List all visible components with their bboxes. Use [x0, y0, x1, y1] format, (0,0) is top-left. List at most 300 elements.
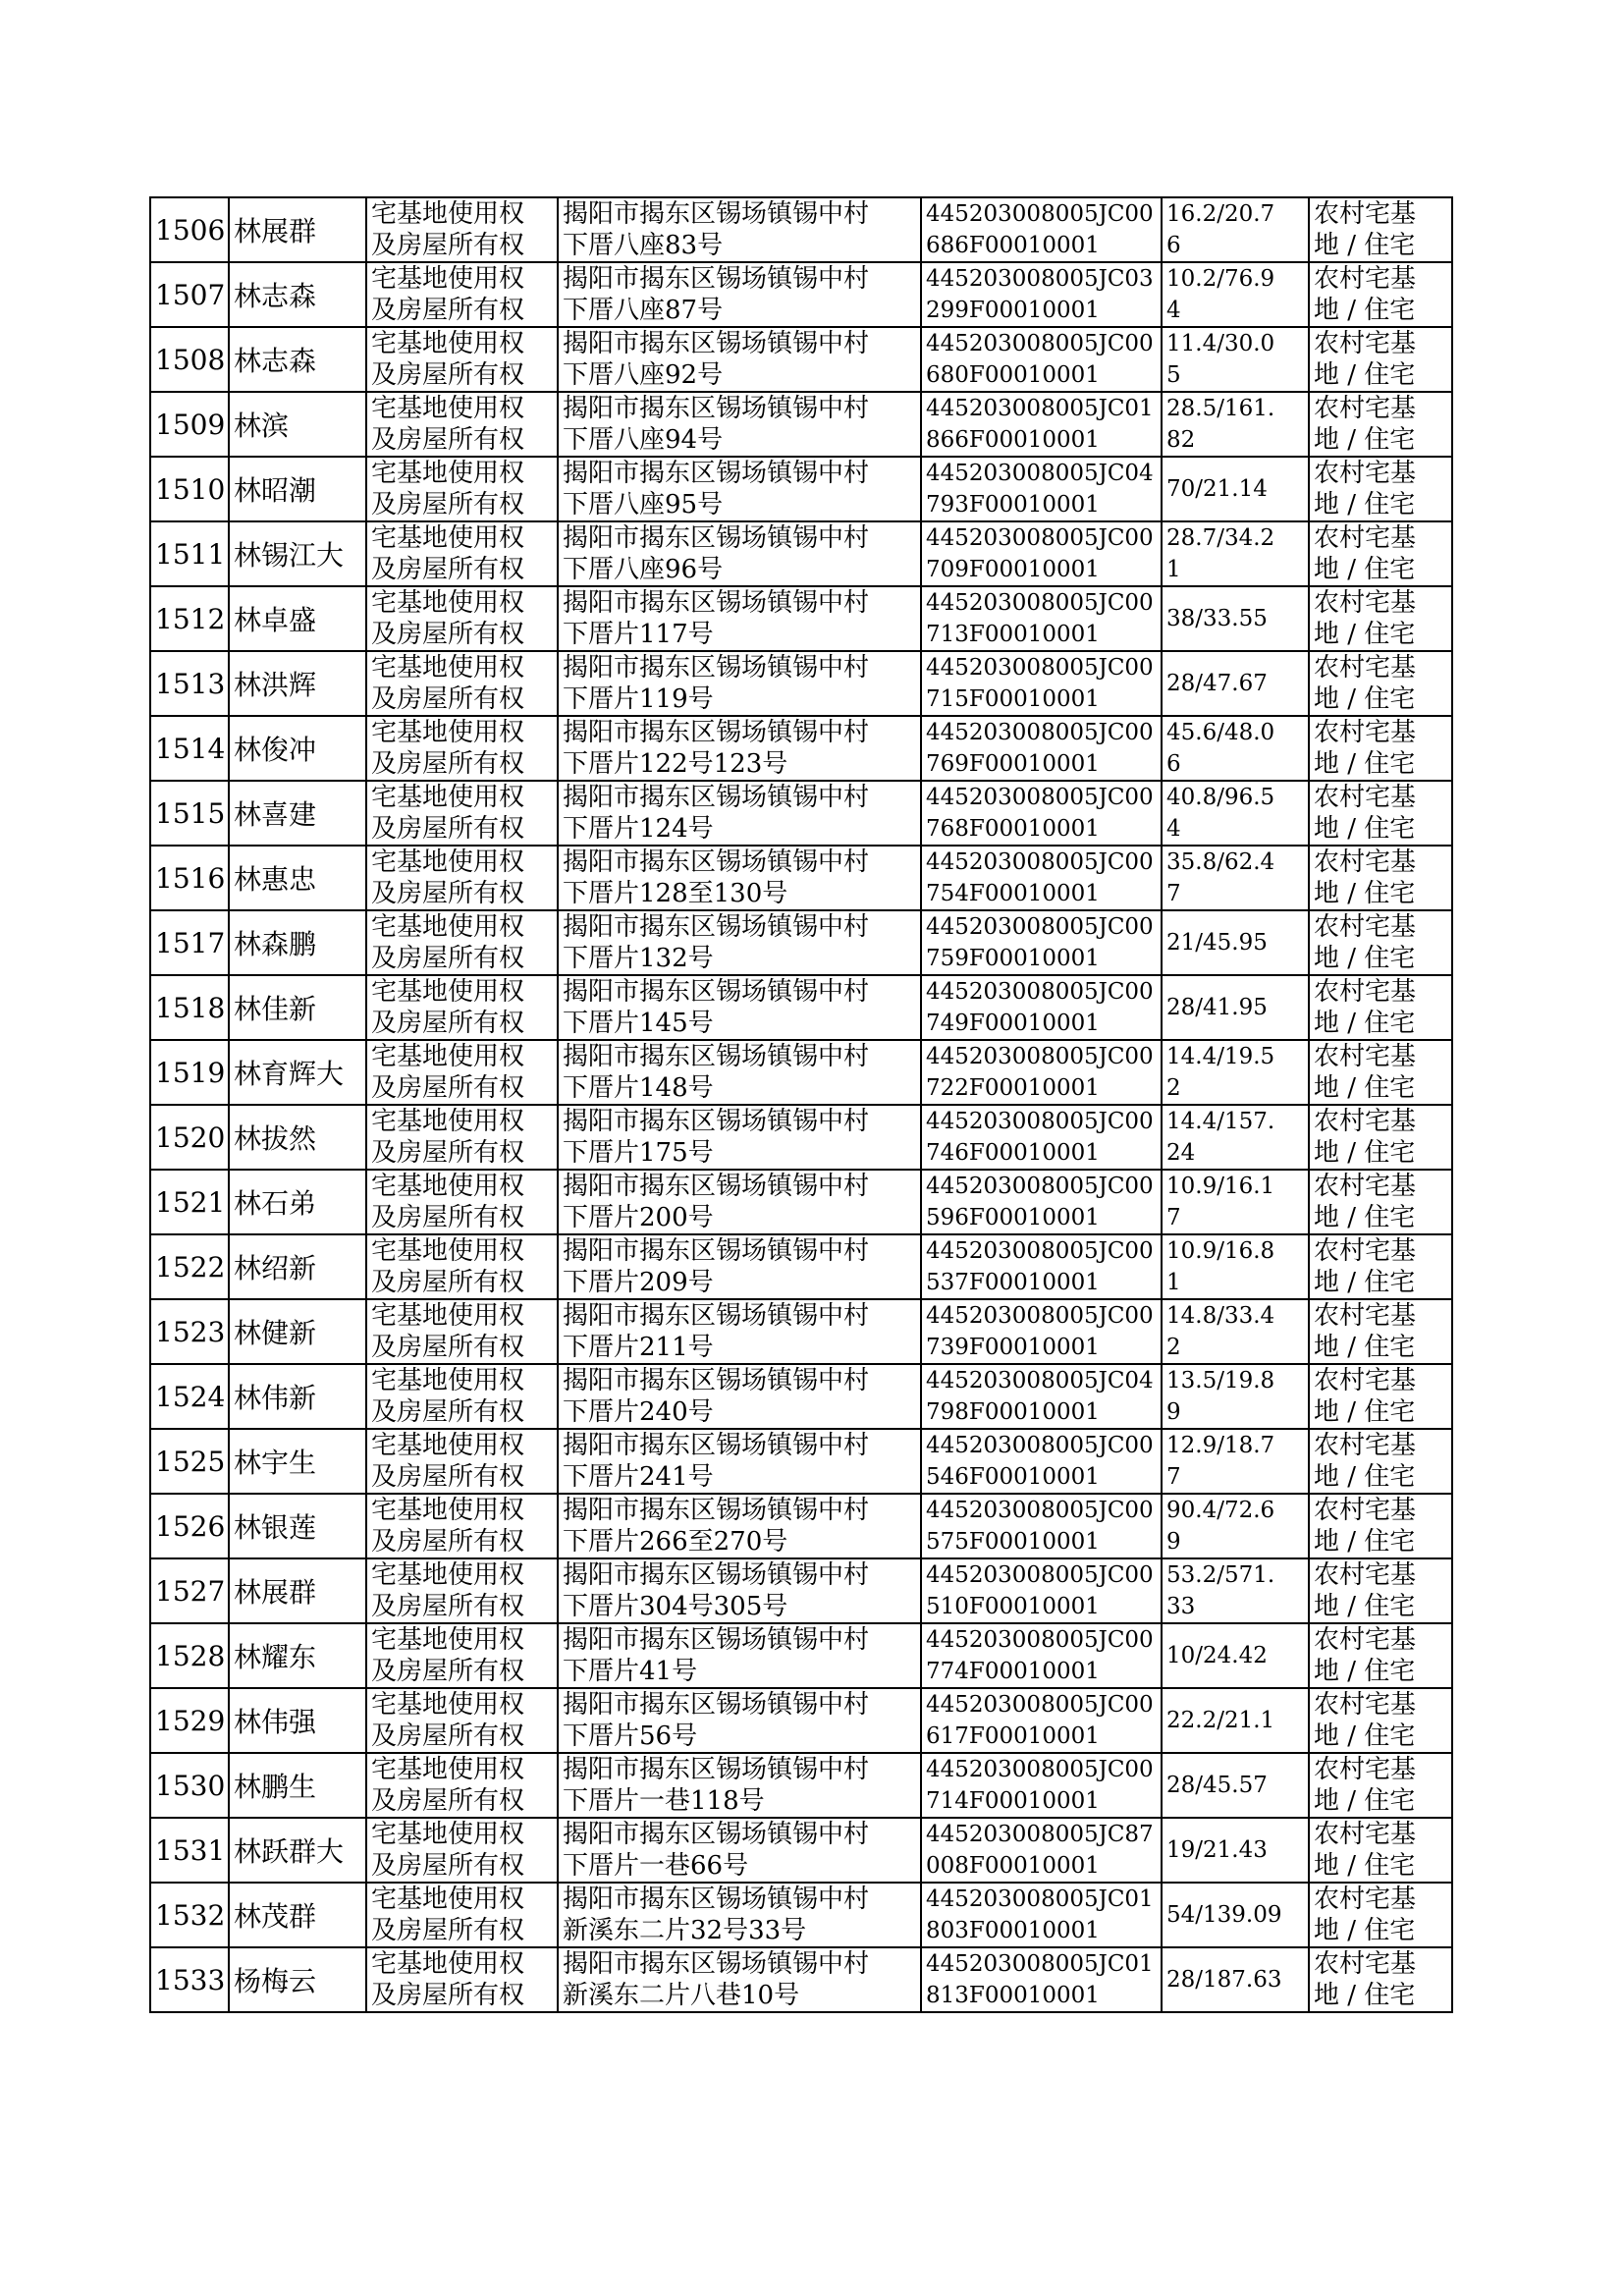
area-line: 9	[1166, 1399, 1181, 1425]
unit-code-line: 445203008005JC04	[926, 1368, 1154, 1393]
address-cell	[558, 910, 921, 975]
owner-name-cell: 林绍新	[229, 1234, 366, 1299]
unit-code-cell	[921, 1558, 1162, 1623]
unit-code-cell	[921, 1170, 1162, 1234]
address-cell	[558, 1818, 921, 1883]
table-row	[150, 392, 1452, 457]
land-use-line: 农村宅基	[1314, 718, 1417, 747]
area-line: 28.7/34.2	[1166, 525, 1275, 551]
right-type-line: 及房屋所有权	[371, 1138, 525, 1168]
area-cell	[1162, 716, 1309, 781]
right-type-cell	[366, 1947, 558, 2012]
land-use-line: 地 / 住宅	[1314, 1009, 1416, 1038]
right-type-line: 及房屋所有权	[371, 1009, 525, 1038]
unit-code-line: 299F00010001	[926, 298, 1100, 323]
address-line: 揭阳市揭东区锡场镇锡中村	[563, 1496, 870, 1525]
unit-code-cell	[921, 1040, 1162, 1105]
unit-code-line: 768F00010001	[926, 816, 1100, 842]
area-line: 13.5/19.8	[1166, 1368, 1275, 1393]
unit-code-cell	[921, 1883, 1162, 1947]
unit-code-line: 445203008005JC04	[926, 461, 1154, 486]
land-use-line: 农村宅基	[1314, 1690, 1417, 1720]
address-cell	[558, 1040, 921, 1105]
right-type-cell	[366, 1299, 558, 1364]
table-row	[150, 975, 1452, 1040]
area-cell	[1162, 1623, 1309, 1688]
right-type-line: 宅基地使用权	[371, 1755, 525, 1784]
address-line: 揭阳市揭东区锡场镇锡中村	[563, 1431, 870, 1460]
address-line: 下厝八座95号	[563, 490, 724, 519]
area-cell	[1162, 1105, 1309, 1170]
land-use-line: 农村宅基	[1314, 1172, 1417, 1201]
land-use-cell	[1309, 197, 1452, 262]
right-type-line: 及房屋所有权	[371, 1916, 525, 1945]
land-use-line: 地 / 住宅	[1314, 1073, 1416, 1103]
area-line: 16.2/20.7	[1166, 201, 1275, 227]
owner-name-cell: 林喜建	[229, 781, 366, 846]
land-use-cell	[1309, 1883, 1452, 1947]
table-row	[150, 197, 1452, 262]
land-use-line: 地 / 住宅	[1314, 1397, 1416, 1427]
land-use-line: 地 / 住宅	[1314, 1851, 1416, 1881]
unit-code-cell	[921, 1947, 1162, 2012]
land-use-cell	[1309, 1234, 1452, 1299]
right-type-line: 宅基地使用权	[371, 1560, 525, 1590]
table-row	[150, 262, 1452, 327]
unit-code-line: 445203008005JC00	[926, 655, 1154, 681]
unit-code-line: 445203008005JC00	[926, 1692, 1154, 1718]
seq-cell: 1521	[150, 1170, 229, 1234]
owner-name-cell: 林健新	[229, 1299, 366, 1364]
unit-code-line: 445203008005JC01	[926, 1886, 1154, 1912]
right-type-line: 宅基地使用权	[371, 1107, 525, 1136]
seq-cell: 1506	[150, 197, 229, 262]
right-type-line: 及房屋所有权	[371, 879, 525, 908]
land-use-line: 农村宅基	[1314, 264, 1417, 294]
land-use-cell	[1309, 262, 1452, 327]
area-line: 1	[1166, 557, 1181, 582]
address-line: 揭阳市揭东区锡场镇锡中村	[563, 264, 870, 294]
land-use-line: 地 / 住宅	[1314, 1527, 1416, 1557]
seq-cell: 1532	[150, 1883, 229, 1947]
unit-code-line: 445203008005JC00	[926, 1044, 1154, 1069]
area-line: 45.6/48.0	[1166, 720, 1275, 745]
unit-code-cell	[921, 392, 1162, 457]
seq-cell: 1531	[150, 1818, 229, 1883]
unit-code-line: 866F00010001	[926, 427, 1100, 453]
unit-code-line: 739F00010001	[926, 1335, 1100, 1360]
right-type-line: 及房屋所有权	[371, 231, 525, 260]
address-cell	[558, 846, 921, 910]
owner-name-cell: 林佳新	[229, 975, 366, 1040]
seq-cell: 1528	[150, 1623, 229, 1688]
land-use-cell	[1309, 975, 1452, 1040]
land-use-cell	[1309, 781, 1452, 846]
right-type-line: 宅基地使用权	[371, 329, 525, 358]
land-use-line: 地 / 住宅	[1314, 620, 1416, 649]
area-line: 14.4/157.	[1166, 1109, 1275, 1134]
unit-code-line: 709F00010001	[926, 557, 1100, 582]
address-line: 下厝片117号	[563, 620, 714, 649]
right-type-line: 宅基地使用权	[371, 1690, 525, 1720]
unit-code-line: 759F00010001	[926, 946, 1100, 971]
land-use-line: 地 / 住宅	[1314, 360, 1416, 390]
land-use-line: 农村宅基	[1314, 329, 1417, 358]
address-line: 下厝片145号	[563, 1009, 714, 1038]
seq-cell: 1525	[150, 1429, 229, 1494]
land-use-line: 农村宅基	[1314, 1366, 1417, 1395]
owner-name-cell: 林志森	[229, 262, 366, 327]
seq-cell: 1509	[150, 392, 229, 457]
right-type-line: 及房屋所有权	[371, 1851, 525, 1881]
right-type-cell	[366, 716, 558, 781]
area-line: 28/47.67	[1166, 671, 1268, 696]
address-line: 新溪东二片32号33号	[563, 1916, 807, 1945]
unit-code-line: 445203008005JC00	[926, 785, 1154, 810]
address-line: 下厝片41号	[563, 1657, 698, 1686]
area-line: 28.5/161.	[1166, 396, 1275, 421]
land-use-cell	[1309, 1429, 1452, 1494]
address-line: 揭阳市揭东区锡场镇锡中村	[563, 1236, 870, 1266]
land-use-line: 地 / 住宅	[1314, 1138, 1416, 1168]
seq-cell: 1518	[150, 975, 229, 1040]
unit-code-cell	[921, 1429, 1162, 1494]
right-type-cell	[366, 1170, 558, 1234]
area-line: 54/139.09	[1166, 1902, 1282, 1928]
land-use-line: 农村宅基	[1314, 199, 1417, 229]
address-line: 揭阳市揭东区锡场镇锡中村	[563, 394, 870, 423]
seq-cell: 1515	[150, 781, 229, 846]
seq-cell: 1510	[150, 457, 229, 521]
address-line: 揭阳市揭东区锡场镇锡中村	[563, 459, 870, 488]
right-type-cell	[366, 457, 558, 521]
address-line: 揭阳市揭东区锡场镇锡中村	[563, 977, 870, 1007]
unit-code-cell	[921, 1494, 1162, 1558]
address-line: 下厝八座87号	[563, 296, 724, 325]
unit-code-line: 445203008005JC00	[926, 201, 1154, 227]
land-use-line: 农村宅基	[1314, 1625, 1417, 1655]
address-cell	[558, 1623, 921, 1688]
table-row	[150, 1364, 1452, 1429]
land-use-cell	[1309, 846, 1452, 910]
land-use-cell	[1309, 1947, 1452, 2012]
address-cell	[558, 1558, 921, 1623]
address-cell	[558, 1234, 921, 1299]
unit-code-line: 445203008005JC00	[926, 1498, 1154, 1523]
unit-code-cell	[921, 910, 1162, 975]
area-line: 82	[1166, 427, 1196, 453]
owner-name-cell: 林伟新	[229, 1364, 366, 1429]
area-cell	[1162, 392, 1309, 457]
unit-code-cell	[921, 1105, 1162, 1170]
area-line: 70/21.14	[1166, 476, 1268, 502]
area-line: 14.4/19.5	[1166, 1044, 1275, 1069]
land-use-cell	[1309, 1753, 1452, 1818]
right-type-line: 及房屋所有权	[371, 1203, 525, 1232]
address-line: 下厝片56号	[563, 1721, 698, 1751]
address-cell	[558, 1494, 921, 1558]
area-cell	[1162, 586, 1309, 651]
owner-name-cell: 林锡江大	[229, 521, 366, 586]
unit-code-cell	[921, 1688, 1162, 1753]
table-row	[150, 781, 1452, 846]
owner-name-cell: 林耀东	[229, 1623, 366, 1688]
table-row	[150, 910, 1452, 975]
land-use-cell	[1309, 1105, 1452, 1170]
table-row	[150, 586, 1452, 651]
unit-code-cell	[921, 586, 1162, 651]
address-line: 下厝片132号	[563, 944, 714, 973]
land-use-cell	[1309, 651, 1452, 716]
unit-code-line: 445203008005JC00	[926, 1303, 1154, 1329]
land-use-cell	[1309, 1494, 1452, 1558]
address-line: 下厝八座92号	[563, 360, 724, 390]
land-use-cell	[1309, 586, 1452, 651]
unit-code-line: 596F00010001	[926, 1205, 1100, 1230]
owner-name-cell: 林育辉大	[229, 1040, 366, 1105]
area-cell	[1162, 197, 1309, 262]
land-use-cell	[1309, 1558, 1452, 1623]
unit-code-line: 510F00010001	[926, 1594, 1100, 1619]
right-type-cell	[366, 1040, 558, 1105]
area-cell	[1162, 975, 1309, 1040]
right-type-line: 及房屋所有权	[371, 1592, 525, 1621]
address-line: 揭阳市揭东区锡场镇锡中村	[563, 1366, 870, 1395]
owner-name-cell: 林滨	[229, 392, 366, 457]
unit-code-line: 713F00010001	[926, 622, 1100, 647]
table-row	[150, 716, 1452, 781]
land-use-line: 地 / 住宅	[1314, 1916, 1416, 1945]
address-line: 揭阳市揭东区锡场镇锡中村	[563, 1690, 870, 1720]
unit-code-line: 714F00010001	[926, 1788, 1100, 1814]
seq-cell: 1513	[150, 651, 229, 716]
right-type-line: 宅基地使用权	[371, 523, 525, 553]
owner-name-cell: 杨梅云	[229, 1947, 366, 2012]
right-type-cell	[366, 1753, 558, 1818]
right-type-cell	[366, 1818, 558, 1883]
address-line: 揭阳市揭东区锡场镇锡中村	[563, 523, 870, 553]
address-line: 揭阳市揭东区锡场镇锡中村	[563, 199, 870, 229]
address-line: 揭阳市揭东区锡场镇锡中村	[563, 1560, 870, 1590]
table-row	[150, 1105, 1452, 1170]
right-type-line: 宅基地使用权	[371, 847, 525, 877]
owner-name-cell: 林跃群大	[229, 1818, 366, 1883]
right-type-line: 宅基地使用权	[371, 264, 525, 294]
right-type-line: 及房屋所有权	[371, 490, 525, 519]
unit-code-line: 715F00010001	[926, 686, 1100, 712]
unit-code-line: 774F00010001	[926, 1659, 1100, 1684]
address-line: 下厝片304号305号	[563, 1592, 788, 1621]
owner-name-cell: 林银莲	[229, 1494, 366, 1558]
table-row	[150, 521, 1452, 586]
right-type-line: 宅基地使用权	[371, 783, 525, 812]
address-line: 揭阳市揭东区锡场镇锡中村	[563, 1949, 870, 1979]
right-type-cell	[366, 1623, 558, 1688]
land-use-cell	[1309, 457, 1452, 521]
unit-code-cell	[921, 651, 1162, 716]
unit-code-cell	[921, 1299, 1162, 1364]
area-cell	[1162, 651, 1309, 716]
right-type-cell	[366, 1105, 558, 1170]
area-line: 6	[1166, 751, 1181, 777]
land-use-cell	[1309, 1170, 1452, 1234]
area-cell	[1162, 1299, 1309, 1364]
unit-code-cell	[921, 716, 1162, 781]
address-line: 下厝八座96号	[563, 555, 724, 584]
land-use-line: 农村宅基	[1314, 1042, 1417, 1071]
right-type-cell	[366, 1558, 558, 1623]
right-type-cell	[366, 651, 558, 716]
right-type-line: 宅基地使用权	[371, 1301, 525, 1331]
address-cell	[558, 781, 921, 846]
area-line: 28/187.63	[1166, 1967, 1282, 1993]
land-use-line: 地 / 住宅	[1314, 425, 1416, 455]
area-cell	[1162, 1364, 1309, 1429]
area-line: 6	[1166, 233, 1181, 258]
seq-cell: 1517	[150, 910, 229, 975]
right-type-line: 宅基地使用权	[371, 977, 525, 1007]
unit-code-line: 445203008005JC03	[926, 266, 1154, 292]
land-use-line: 农村宅基	[1314, 1107, 1417, 1136]
area-line: 28/45.57	[1166, 1773, 1268, 1798]
table-row	[150, 846, 1452, 910]
table-row	[150, 1299, 1452, 1364]
unit-code-line: 722F00010001	[926, 1075, 1100, 1101]
area-cell	[1162, 1753, 1309, 1818]
unit-code-line: 793F00010001	[926, 492, 1100, 518]
seq-cell: 1522	[150, 1234, 229, 1299]
address-cell	[558, 651, 921, 716]
address-cell	[558, 1753, 921, 1818]
right-type-line: 及房屋所有权	[371, 1462, 525, 1492]
unit-code-line: 445203008005JC00	[926, 590, 1154, 616]
land-use-line: 农村宅基	[1314, 588, 1417, 618]
address-line: 揭阳市揭东区锡场镇锡中村	[563, 912, 870, 942]
unit-code-cell	[921, 975, 1162, 1040]
land-use-line: 地 / 住宅	[1314, 1462, 1416, 1492]
seq-cell: 1508	[150, 327, 229, 392]
address-line: 下厝片124号	[563, 814, 714, 844]
unit-code-cell	[921, 262, 1162, 327]
table-row	[150, 651, 1452, 716]
area-line: 11.4/30.0	[1166, 331, 1275, 356]
unit-code-cell	[921, 1623, 1162, 1688]
table-row	[150, 1170, 1452, 1234]
land-use-line: 地 / 住宅	[1314, 1657, 1416, 1686]
land-use-line: 农村宅基	[1314, 1496, 1417, 1525]
owner-name-cell: 林森鹏	[229, 910, 366, 975]
address-cell	[558, 521, 921, 586]
address-cell	[558, 392, 921, 457]
land-use-line: 农村宅基	[1314, 977, 1417, 1007]
right-type-cell	[366, 327, 558, 392]
right-type-line: 及房屋所有权	[371, 749, 525, 779]
area-line: 4	[1166, 816, 1181, 842]
unit-code-cell	[921, 457, 1162, 521]
area-line: 7	[1166, 881, 1181, 906]
land-use-line: 农村宅基	[1314, 1431, 1417, 1460]
area-line: 19/21.43	[1166, 1837, 1268, 1863]
area-line: 7	[1166, 1464, 1181, 1490]
land-use-line: 地 / 住宅	[1314, 814, 1416, 844]
right-type-line: 宅基地使用权	[371, 1366, 525, 1395]
area-cell	[1162, 1688, 1309, 1753]
area-line: 4	[1166, 298, 1181, 323]
seq-cell: 1526	[150, 1494, 229, 1558]
right-type-cell	[366, 1688, 558, 1753]
right-type-line: 及房屋所有权	[371, 1527, 525, 1557]
area-cell	[1162, 846, 1309, 910]
area-line: 22.2/21.1	[1166, 1708, 1275, 1733]
unit-code-line: 445203008005JC00	[926, 331, 1154, 356]
right-type-line: 宅基地使用权	[371, 1431, 525, 1460]
unit-code-line: 769F00010001	[926, 751, 1100, 777]
right-type-line: 宅基地使用权	[371, 653, 525, 683]
area-cell	[1162, 262, 1309, 327]
land-use-line: 农村宅基	[1314, 459, 1417, 488]
unit-code-line: 445203008005JC00	[926, 914, 1154, 940]
address-line: 揭阳市揭东区锡场镇锡中村	[563, 1755, 870, 1784]
table-row	[150, 1623, 1452, 1688]
right-type-line: 及房屋所有权	[371, 1721, 525, 1751]
table-row	[150, 1947, 1452, 2012]
table-row	[150, 1818, 1452, 1883]
right-type-line: 及房屋所有权	[371, 1268, 525, 1297]
land-use-cell	[1309, 1623, 1452, 1688]
unit-code-line: 008F00010001	[926, 1853, 1100, 1879]
right-type-line: 宅基地使用权	[371, 394, 525, 423]
address-cell	[558, 1170, 921, 1234]
area-line: 2	[1166, 1075, 1181, 1101]
address-line: 揭阳市揭东区锡场镇锡中村	[563, 1107, 870, 1136]
right-type-line: 及房屋所有权	[371, 296, 525, 325]
area-cell	[1162, 1429, 1309, 1494]
right-type-cell	[366, 1883, 558, 1947]
seq-cell: 1523	[150, 1299, 229, 1364]
land-use-line: 地 / 住宅	[1314, 231, 1416, 260]
land-use-cell	[1309, 1040, 1452, 1105]
unit-code-line: 445203008005JC00	[926, 1238, 1154, 1264]
address-line: 下厝片209号	[563, 1268, 714, 1297]
land-use-line: 地 / 住宅	[1314, 555, 1416, 584]
address-line: 下厝片一巷66号	[563, 1851, 749, 1881]
unit-code-cell	[921, 846, 1162, 910]
area-line: 28/41.95	[1166, 995, 1268, 1020]
area-line: 1	[1166, 1270, 1181, 1295]
address-cell	[558, 457, 921, 521]
address-line: 揭阳市揭东区锡场镇锡中村	[563, 653, 870, 683]
right-type-cell	[366, 1429, 558, 1494]
land-use-cell	[1309, 521, 1452, 586]
address-cell	[558, 262, 921, 327]
address-line: 下厝片240号	[563, 1397, 714, 1427]
table-row	[150, 457, 1452, 521]
area-cell	[1162, 1818, 1309, 1883]
right-type-cell	[366, 586, 558, 651]
land-use-line: 地 / 住宅	[1314, 684, 1416, 714]
land-use-line: 农村宅基	[1314, 847, 1417, 877]
area-cell	[1162, 1234, 1309, 1299]
right-type-cell	[366, 521, 558, 586]
area-line: 7	[1166, 1205, 1181, 1230]
address-line: 揭阳市揭东区锡场镇锡中村	[563, 1042, 870, 1071]
area-cell	[1162, 1170, 1309, 1234]
area-line: 14.8/33.4	[1166, 1303, 1275, 1329]
land-use-line: 农村宅基	[1314, 1301, 1417, 1331]
area-cell	[1162, 910, 1309, 975]
land-use-line: 地 / 住宅	[1314, 749, 1416, 779]
right-type-cell	[366, 975, 558, 1040]
